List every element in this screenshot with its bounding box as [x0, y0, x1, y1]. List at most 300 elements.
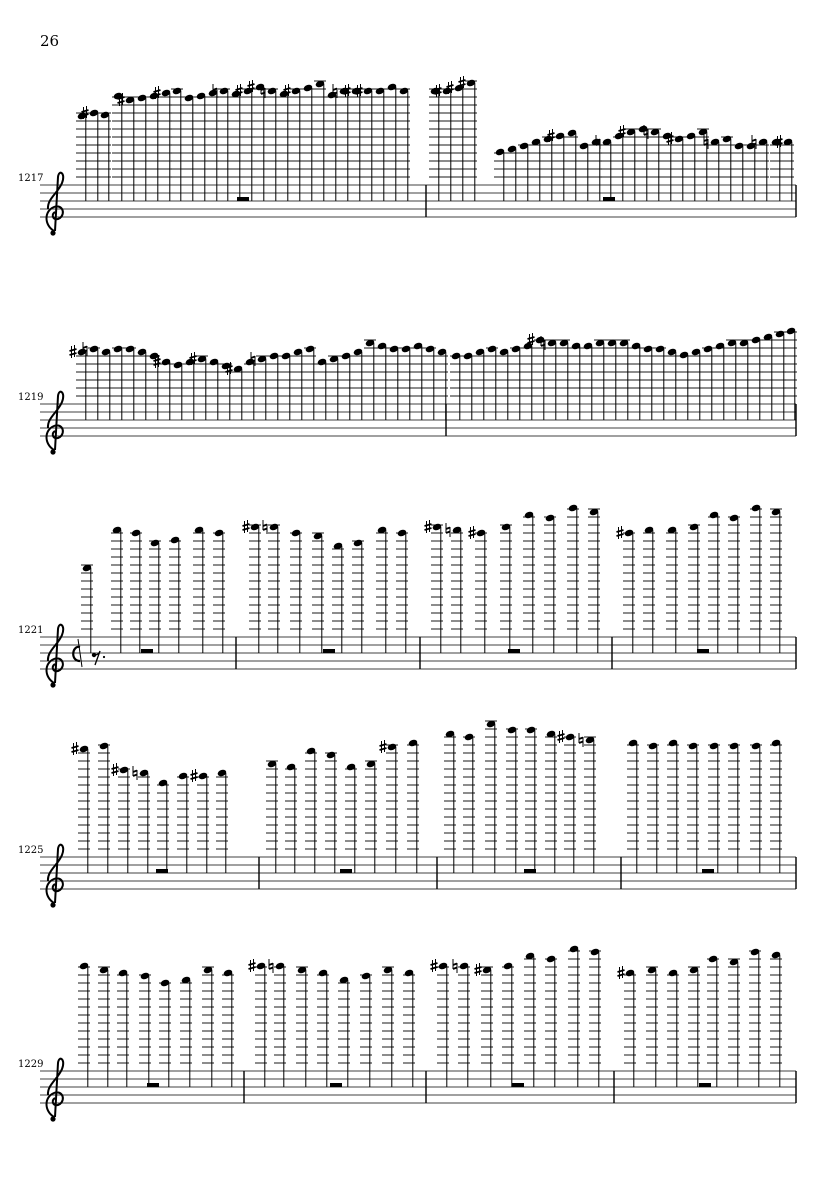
natural-stroke — [752, 140, 756, 142]
note — [544, 514, 556, 653]
treble-clef-dot — [50, 682, 55, 687]
note — [667, 132, 686, 201]
note — [435, 84, 454, 201]
note — [749, 948, 761, 1087]
note — [312, 532, 324, 653]
note — [738, 339, 750, 420]
sharp-accidental — [469, 526, 476, 539]
rest — [141, 649, 153, 653]
note — [678, 351, 690, 420]
note — [733, 142, 745, 201]
natural-accidental — [133, 766, 137, 780]
note — [446, 523, 463, 653]
note — [112, 763, 131, 873]
sharp-accidental — [380, 740, 387, 753]
note — [191, 769, 210, 873]
note — [542, 135, 554, 201]
natural-stroke — [333, 89, 337, 91]
note — [230, 90, 242, 201]
note — [750, 336, 762, 420]
note — [248, 80, 267, 201]
sharp-accidental — [475, 963, 482, 976]
note — [263, 520, 280, 653]
natural-stroke — [83, 347, 87, 349]
note — [685, 132, 697, 201]
note — [388, 345, 400, 420]
note — [226, 362, 245, 420]
sharp-accidental — [558, 730, 565, 743]
note — [177, 772, 189, 873]
note — [745, 142, 757, 201]
natural-stroke — [269, 968, 273, 970]
sharp-accidental — [617, 526, 624, 539]
natural-stroke — [133, 771, 137, 773]
note — [630, 342, 642, 420]
sharp-stroke — [425, 524, 432, 526]
note — [643, 526, 655, 653]
note — [396, 529, 408, 653]
note — [76, 112, 88, 201]
note — [139, 972, 151, 1087]
note — [579, 733, 596, 873]
note — [525, 726, 537, 873]
note — [617, 526, 636, 653]
measure-number: 1221 — [18, 625, 44, 636]
note — [545, 955, 557, 1087]
rest — [699, 1083, 711, 1087]
note — [613, 132, 625, 201]
note — [82, 106, 101, 201]
note — [154, 355, 173, 420]
note — [721, 135, 733, 201]
sharp-stroke — [243, 528, 250, 530]
note — [352, 348, 364, 420]
sharp-stroke — [425, 528, 432, 530]
note — [502, 962, 514, 1087]
note — [762, 333, 774, 420]
treble-clef — [47, 625, 64, 683]
treble-clef — [47, 1059, 64, 1117]
note — [498, 348, 510, 420]
treble-clef-dot — [50, 1116, 55, 1121]
note — [469, 526, 488, 653]
note — [750, 504, 762, 653]
note — [545, 730, 557, 873]
sharp-stroke — [248, 84, 255, 86]
note — [376, 342, 388, 420]
rest — [330, 1083, 342, 1087]
sharp-accidental — [243, 520, 250, 533]
natural-stroke — [541, 345, 545, 347]
note — [325, 751, 337, 873]
note — [770, 508, 782, 653]
note — [285, 763, 297, 873]
note — [708, 511, 720, 653]
sharp-accidental — [249, 959, 256, 972]
measure-number: 1225 — [18, 845, 44, 856]
note — [148, 92, 160, 201]
note — [70, 345, 89, 420]
note — [642, 345, 654, 420]
system-5 — [18, 945, 796, 1122]
note — [647, 742, 659, 873]
sharp-accidental — [425, 520, 432, 533]
note — [280, 352, 292, 420]
treble-clef — [47, 845, 64, 903]
sharp-stroke — [475, 971, 482, 973]
sharp-stroke — [469, 530, 476, 532]
note — [627, 739, 639, 873]
note — [249, 959, 268, 1087]
sharp-stroke — [154, 90, 161, 92]
note — [776, 135, 795, 201]
rest — [237, 197, 249, 201]
note — [667, 739, 679, 873]
note — [184, 358, 196, 420]
natural-accidental — [579, 733, 583, 747]
note — [236, 84, 255, 201]
note — [304, 345, 316, 420]
note — [462, 352, 474, 420]
note — [305, 747, 317, 873]
sharp-stroke — [380, 744, 387, 746]
note — [130, 529, 142, 653]
note — [618, 339, 630, 420]
note — [728, 958, 740, 1087]
sharp-stroke — [528, 337, 535, 339]
note — [618, 966, 637, 1087]
note — [524, 952, 536, 1087]
rest — [323, 649, 335, 653]
sharp-stroke — [618, 970, 625, 972]
note — [290, 529, 302, 653]
rest — [603, 197, 615, 201]
sharp-accidental — [72, 742, 79, 755]
rest — [340, 869, 352, 873]
sharp-stroke — [447, 85, 454, 87]
sharp-stroke — [249, 967, 256, 969]
note — [774, 330, 786, 420]
note — [637, 125, 649, 201]
note — [666, 526, 678, 653]
sharp-stroke — [191, 773, 198, 775]
note — [332, 542, 344, 653]
rest — [702, 869, 714, 873]
sharp-stroke — [249, 963, 256, 965]
sharp-stroke — [118, 101, 125, 103]
note — [558, 730, 577, 873]
note — [154, 86, 173, 201]
sharp-stroke — [380, 748, 387, 750]
natural-stroke — [269, 964, 273, 966]
note — [266, 760, 278, 873]
note — [244, 358, 256, 420]
note — [193, 526, 205, 653]
note — [302, 84, 314, 201]
note — [578, 142, 590, 201]
sharp-stroke — [431, 967, 438, 969]
note — [453, 959, 470, 1087]
note — [444, 730, 456, 873]
sharp-accidental — [618, 966, 625, 979]
sharp-stroke — [112, 771, 119, 773]
rest — [156, 869, 168, 873]
natural-stroke — [579, 738, 583, 740]
note — [588, 508, 600, 653]
treble-clef-dot — [50, 230, 55, 235]
natural-stroke — [263, 525, 267, 527]
sharp-stroke — [617, 530, 624, 532]
note — [317, 969, 329, 1087]
note — [582, 342, 594, 420]
note — [169, 536, 181, 653]
note — [344, 84, 363, 201]
note — [523, 511, 535, 653]
note — [424, 345, 436, 420]
note — [570, 342, 582, 420]
sharp-stroke — [459, 84, 466, 86]
note — [594, 339, 606, 420]
note — [352, 539, 364, 653]
rest — [512, 1083, 524, 1087]
sharp-stroke — [469, 534, 476, 536]
note — [278, 90, 290, 201]
note — [708, 742, 720, 873]
note — [697, 128, 709, 201]
note — [770, 739, 782, 873]
note — [688, 523, 700, 653]
note — [222, 969, 234, 1087]
sharp-stroke — [72, 746, 79, 748]
measure-number: 1229 — [18, 1059, 44, 1070]
note — [314, 80, 326, 201]
note — [530, 138, 542, 201]
system-3 — [18, 504, 796, 688]
natural-stroke — [453, 968, 457, 970]
system-4 — [18, 720, 796, 908]
natural-stroke — [263, 529, 267, 531]
note — [386, 83, 398, 201]
note — [690, 348, 702, 420]
natural-stroke — [579, 742, 583, 744]
note — [98, 966, 110, 1087]
treble-clef — [47, 392, 64, 450]
note — [243, 520, 262, 653]
note — [485, 720, 497, 873]
sharp-accidental — [70, 345, 77, 358]
note — [459, 76, 478, 201]
note — [688, 966, 700, 1087]
note — [202, 966, 214, 1087]
note — [124, 345, 136, 420]
note — [328, 355, 340, 420]
measure-number: 1217 — [18, 173, 44, 184]
note — [72, 742, 91, 873]
treble-clef-dot — [50, 902, 55, 907]
note — [340, 352, 352, 420]
note — [364, 339, 376, 420]
note — [112, 345, 124, 420]
note — [78, 962, 90, 1087]
rest — [697, 649, 709, 653]
note — [558, 339, 570, 420]
sharp-stroke — [475, 967, 482, 969]
note — [486, 345, 498, 420]
note — [195, 92, 207, 201]
note — [447, 81, 466, 201]
note — [567, 504, 579, 653]
note — [667, 969, 679, 1087]
note — [136, 348, 148, 420]
note — [500, 523, 512, 653]
sharp-stroke — [617, 534, 624, 536]
note — [728, 514, 740, 653]
note — [522, 342, 534, 420]
note — [506, 145, 518, 201]
sharp-stroke — [72, 750, 79, 752]
note — [770, 951, 782, 1087]
sharp-stroke — [548, 133, 555, 135]
note — [326, 91, 338, 201]
note — [506, 726, 518, 873]
note — [207, 89, 219, 201]
note — [111, 526, 123, 653]
note — [374, 87, 386, 201]
note — [450, 352, 462, 420]
note — [403, 969, 415, 1087]
sharp-stroke — [667, 140, 674, 142]
sharp-accidental — [112, 763, 119, 776]
note — [365, 760, 377, 873]
note — [687, 742, 699, 873]
treble-clef-dot — [50, 449, 55, 454]
sharp-stroke — [190, 356, 197, 358]
sharp-stroke — [243, 524, 250, 526]
note — [425, 520, 444, 653]
rest — [524, 869, 536, 873]
note — [714, 342, 726, 420]
note — [208, 358, 220, 420]
note — [654, 345, 666, 420]
note — [360, 972, 372, 1087]
sharp-stroke — [284, 88, 291, 90]
natural-stroke — [704, 140, 708, 142]
note — [431, 959, 450, 1087]
note — [474, 348, 486, 420]
sharp-stroke — [558, 738, 565, 740]
note — [380, 740, 399, 873]
natural-accidental — [453, 959, 457, 973]
sharp-stroke — [112, 767, 119, 769]
sharp-stroke — [459, 80, 466, 82]
sharp-stroke — [70, 349, 77, 351]
note — [157, 779, 169, 873]
natural-stroke — [453, 964, 457, 966]
note — [180, 976, 192, 1087]
note — [345, 763, 357, 873]
note — [606, 339, 618, 420]
note — [296, 966, 308, 1087]
note — [316, 358, 328, 420]
note — [100, 348, 112, 420]
note — [99, 111, 111, 201]
page-number: 26 — [40, 32, 60, 50]
note — [213, 84, 230, 201]
sharp-stroke — [618, 974, 625, 976]
measure-number: 1219 — [18, 392, 44, 403]
sharp-stroke — [154, 359, 161, 361]
note — [596, 135, 613, 201]
system-2 — [18, 327, 797, 455]
note — [429, 87, 441, 201]
sharp-stroke — [236, 88, 243, 90]
note — [213, 529, 225, 653]
note — [750, 742, 762, 873]
note — [172, 361, 184, 420]
note — [268, 352, 280, 420]
note — [770, 138, 782, 201]
note — [112, 92, 124, 201]
note — [356, 84, 375, 201]
sharp-stroke — [154, 363, 161, 365]
sharp-accidental — [191, 769, 198, 782]
rest-dot — [103, 656, 105, 658]
sharp-accidental — [431, 959, 438, 972]
note — [284, 84, 303, 201]
note — [589, 948, 601, 1087]
note — [666, 348, 678, 420]
note — [269, 959, 286, 1087]
note — [728, 742, 740, 873]
sharp-stroke — [431, 963, 438, 965]
sharp-stroke — [558, 734, 565, 736]
note — [726, 339, 738, 420]
natural-stroke — [261, 93, 265, 95]
note — [398, 87, 410, 201]
note — [463, 733, 475, 873]
natural-stroke — [133, 775, 137, 777]
natural-stroke — [446, 528, 450, 530]
note — [338, 976, 350, 1087]
note — [407, 739, 419, 873]
sharp-stroke — [528, 341, 535, 343]
sharp-stroke — [82, 110, 89, 112]
note — [400, 345, 412, 420]
note — [382, 966, 394, 1087]
natural-stroke — [251, 357, 255, 359]
natural-stroke — [644, 134, 648, 136]
sharp-stroke — [619, 129, 626, 131]
sharp-stroke — [70, 353, 77, 355]
system-1 — [18, 76, 796, 236]
natural-stroke — [446, 532, 450, 534]
note — [292, 348, 304, 420]
note — [171, 87, 183, 201]
note — [149, 539, 161, 653]
note — [785, 327, 797, 420]
note — [98, 742, 110, 873]
note — [475, 963, 494, 1087]
treble-clef — [47, 173, 64, 231]
note — [412, 342, 424, 420]
natural-accidental — [269, 959, 273, 973]
note — [117, 969, 129, 1087]
natural-accidental — [446, 523, 450, 537]
note — [568, 945, 580, 1087]
natural-accidental — [263, 520, 267, 534]
note — [518, 142, 530, 201]
note — [566, 129, 578, 201]
